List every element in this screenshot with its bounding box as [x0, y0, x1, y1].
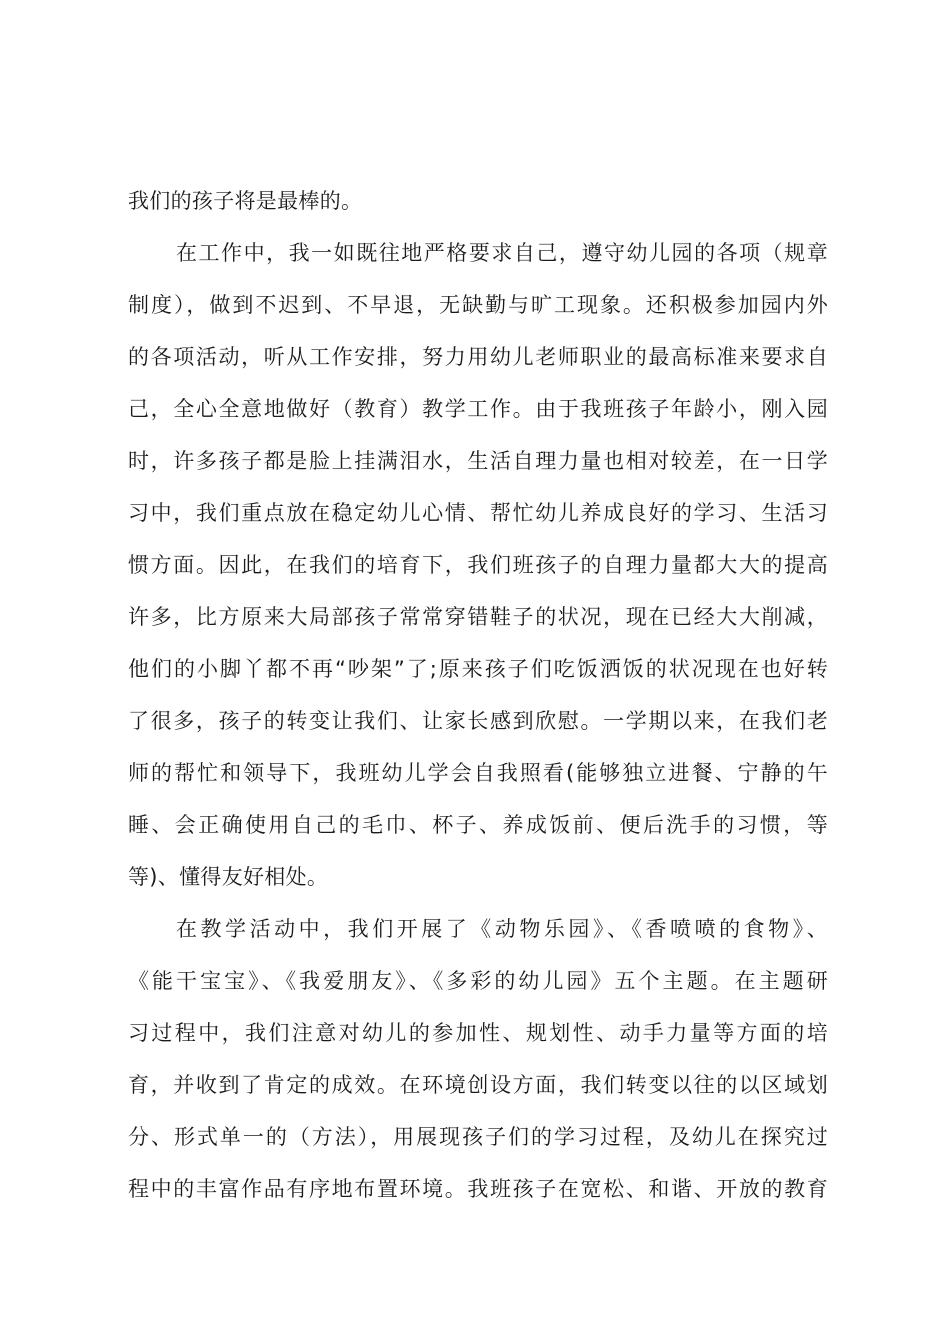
paragraph-line: 时，许多孩子都是脸上挂满泪水，生活自理力量也相对较差，在一日学: [128, 449, 828, 473]
paragraph-line: 在工作中，我一如既往地严格要求自己，遵守幼儿园的各项（规章: [176, 241, 828, 265]
paragraph-line: 己，全心全意地做好（教育）教学工作。由于我班孩子年龄小，刚入园: [128, 397, 828, 421]
paragraph-line: 《能干宝宝》、《我爱朋友》、《多彩的幼儿园》五个主题。在主题研: [128, 969, 828, 993]
paragraph-line: 习中，我们重点放在稳定幼儿心情、帮忙幼儿养成良好的学习、生活习: [128, 501, 828, 525]
paragraph-line: 的各项活动，听从工作安排，努力用幼儿老师职业的最高标准来要求自: [128, 345, 828, 369]
paragraph-line: 等)、懂得友好相处。: [128, 865, 329, 889]
paragraph-line: 他们的小脚丫都不再“吵架”了;原来孩子们吃饭洒饭的状况现在也好转: [128, 657, 828, 681]
paragraph-line: 习过程中，我们注意对幼儿的参加性、规划性、动手力量等方面的培: [128, 1021, 828, 1045]
paragraph-line: 育，并收到了肯定的成效。在环境创设方面，我们转变以往的以区域划: [128, 1073, 828, 1097]
paragraph-line: 分、形式单一的（方法），用展现孩子们的学习过程，及幼儿在探究过: [128, 1125, 828, 1149]
paragraph-line: 师的帮忙和领导下，我班幼儿学会自我照看(能够独立进餐、宁静的午: [128, 761, 828, 785]
paragraph-line: 我们的孩子将是最棒的。: [128, 189, 363, 213]
paragraph-line: 惯方面。因此，在我们的培育下，我们班孩子的自理力量都大大的提高: [128, 553, 828, 577]
paragraph-line: 在教学活动中，我们开展了《动物乐园》、《香喷喷的食物》、: [176, 917, 828, 941]
paragraph-line: 制度），做到不迟到、不早退，无缺勤与旷工现象。还积极参加园内外: [128, 293, 828, 317]
paragraph-line: 了很多，孩子的转变让我们、让家长感到欣慰。一学期以来，在我们老: [128, 709, 828, 733]
paragraph-line: 程中的丰富作品有序地布置环境。我班孩子在宽松、和谐、开放的教育: [128, 1177, 828, 1201]
paragraph-line: 许多，比方原来大局部孩子常常穿错鞋子的状况，现在已经大大削减，: [128, 605, 828, 629]
paragraph-line: 睡、会正确使用自己的毛巾、杯子、养成饭前、便后洗手的习惯，等: [128, 813, 828, 837]
